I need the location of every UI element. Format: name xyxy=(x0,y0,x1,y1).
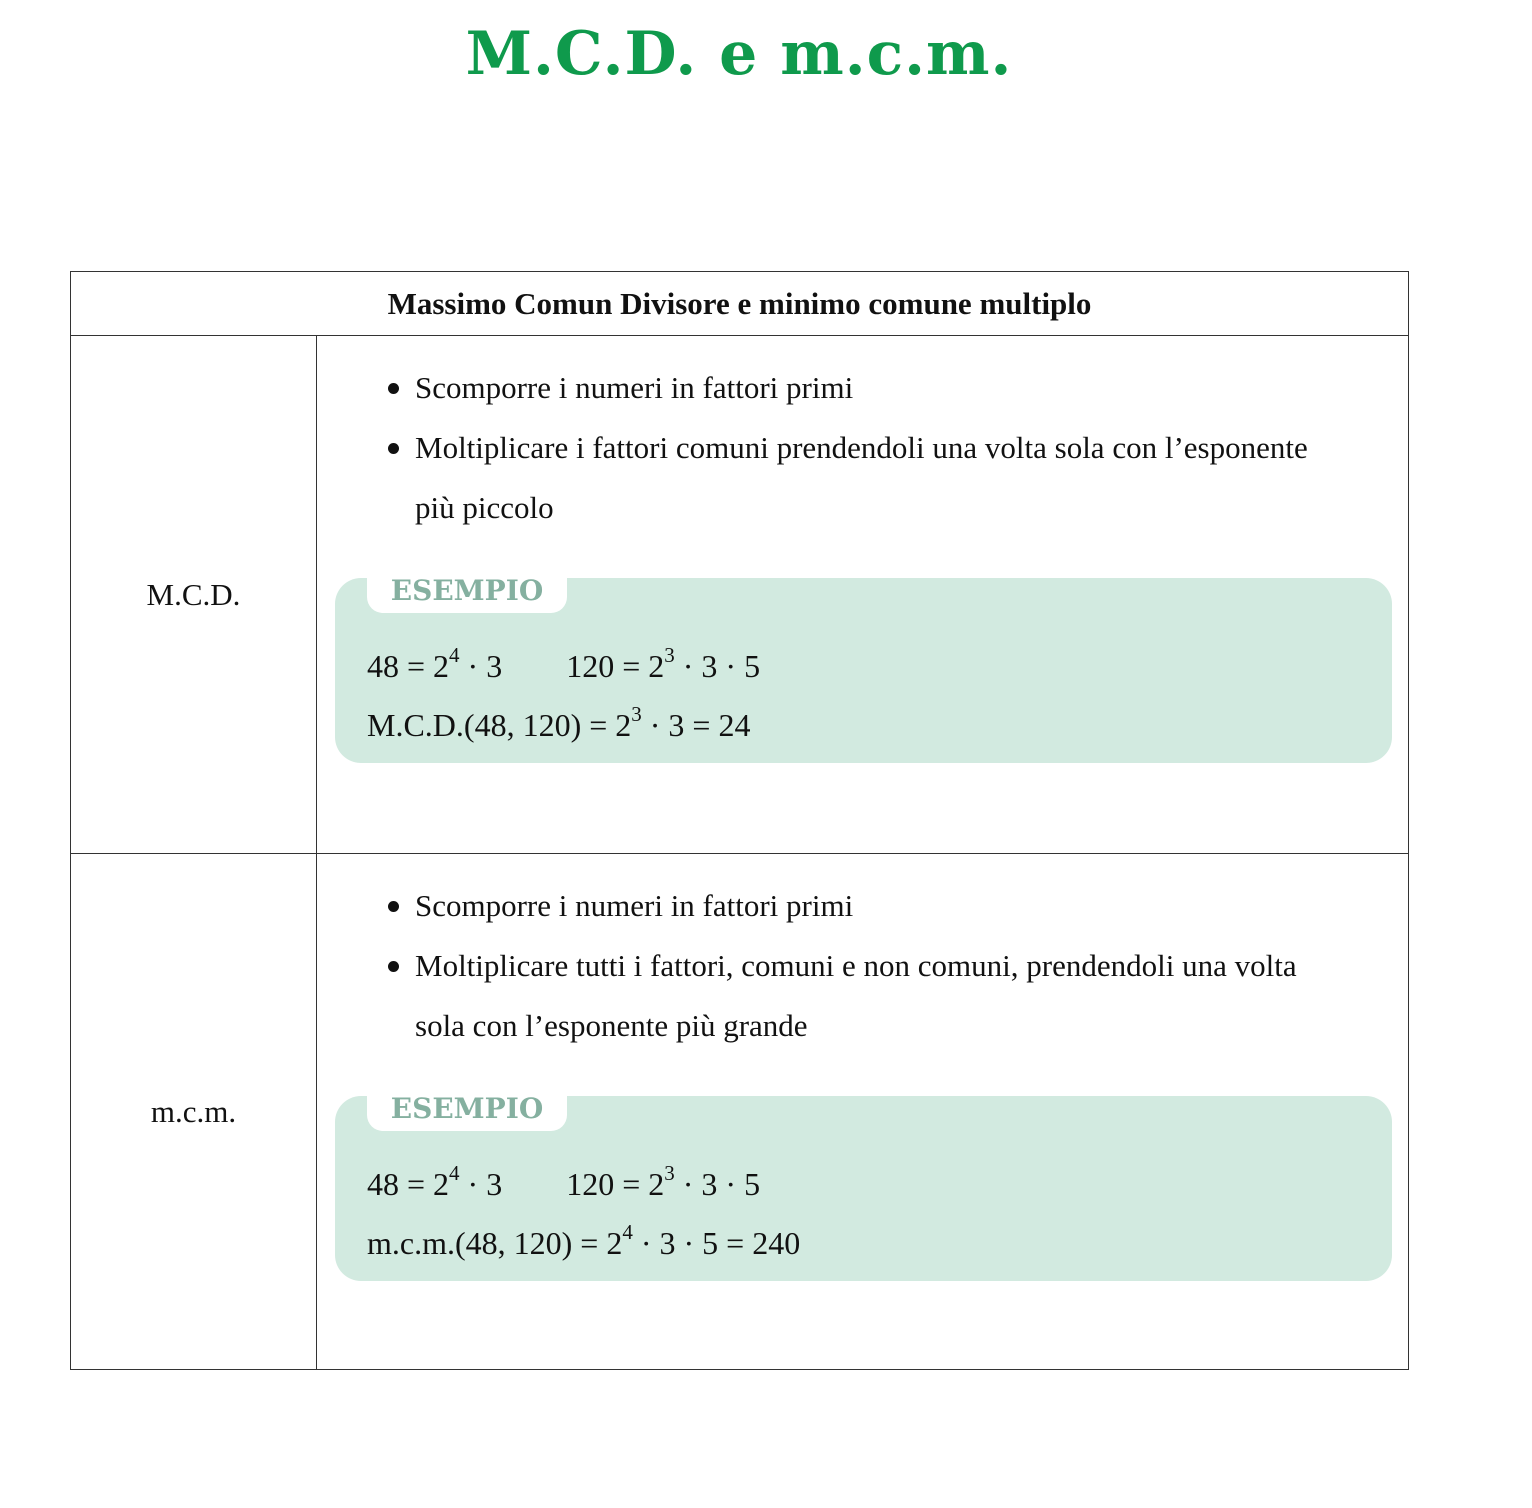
bullet-icon xyxy=(388,383,399,394)
example-factorizations xyxy=(367,643,761,686)
table-row-mcd xyxy=(71,336,1408,854)
bullet-icon xyxy=(388,443,399,454)
example-label: ESEMPIO xyxy=(367,568,567,613)
steps-list xyxy=(385,358,1345,538)
example-result: M.C.D.(48, $120) = 2^3 \cdot 3 = 24$ xyxy=(367,702,751,743)
list-item xyxy=(385,936,1345,1056)
list-item xyxy=(385,876,1345,936)
table-row-mcm xyxy=(71,854,1408,1369)
table-header: Massimo Comun Divisore e minimo comune multiplo xyxy=(71,272,1408,336)
row-label-mcd: M.C.D. xyxy=(71,336,317,853)
bullet-icon xyxy=(388,901,399,912)
example-box xyxy=(335,574,1392,763)
list-item xyxy=(385,358,1345,418)
steps-list xyxy=(385,876,1345,1056)
list-item xyxy=(385,418,1345,538)
row-label-mcm: m.c.m. xyxy=(71,854,317,1369)
factorization-120: $120 = 2^3 \cdot 3 \cdot 5$ xyxy=(566,1161,761,1202)
factorization-120: $120 = 2^3 \cdot 3 \cdot 5$ xyxy=(566,643,761,684)
summary-table xyxy=(70,271,1409,1370)
step-text: Scomporre i numeri in fattori primi xyxy=(415,888,854,923)
example-label: ESEMPIO xyxy=(367,1086,567,1131)
bullet-icon xyxy=(388,961,399,972)
factorization-48: $48 = 2^4 \cdot 3$ xyxy=(367,643,503,684)
example-factorizations xyxy=(367,1161,761,1204)
example-box xyxy=(335,1092,1392,1281)
step-text: Moltiplicare tutti i fattori, comuni e non comuni, prendendoli una volta sola con l’esponente più grande xyxy=(415,948,1297,1043)
step-text: Moltiplicare i fattori comuni prendendoli una volta sola con l’esponente più piccolo xyxy=(415,430,1308,525)
factorization-48: $48 = 2^4 \cdot 3$ xyxy=(367,1161,503,1202)
row-content-mcm xyxy=(317,854,1408,1369)
row-content-mcd xyxy=(317,336,1408,853)
page-title: M.C.D. e m.c.m. xyxy=(465,19,1013,89)
example-result: m.c.m.(48, $120) = 2^4 \cdot 3 \cdot 5 = 240$ xyxy=(367,1220,801,1261)
step-text: Scomporre i numeri in fattori primi xyxy=(415,370,854,405)
